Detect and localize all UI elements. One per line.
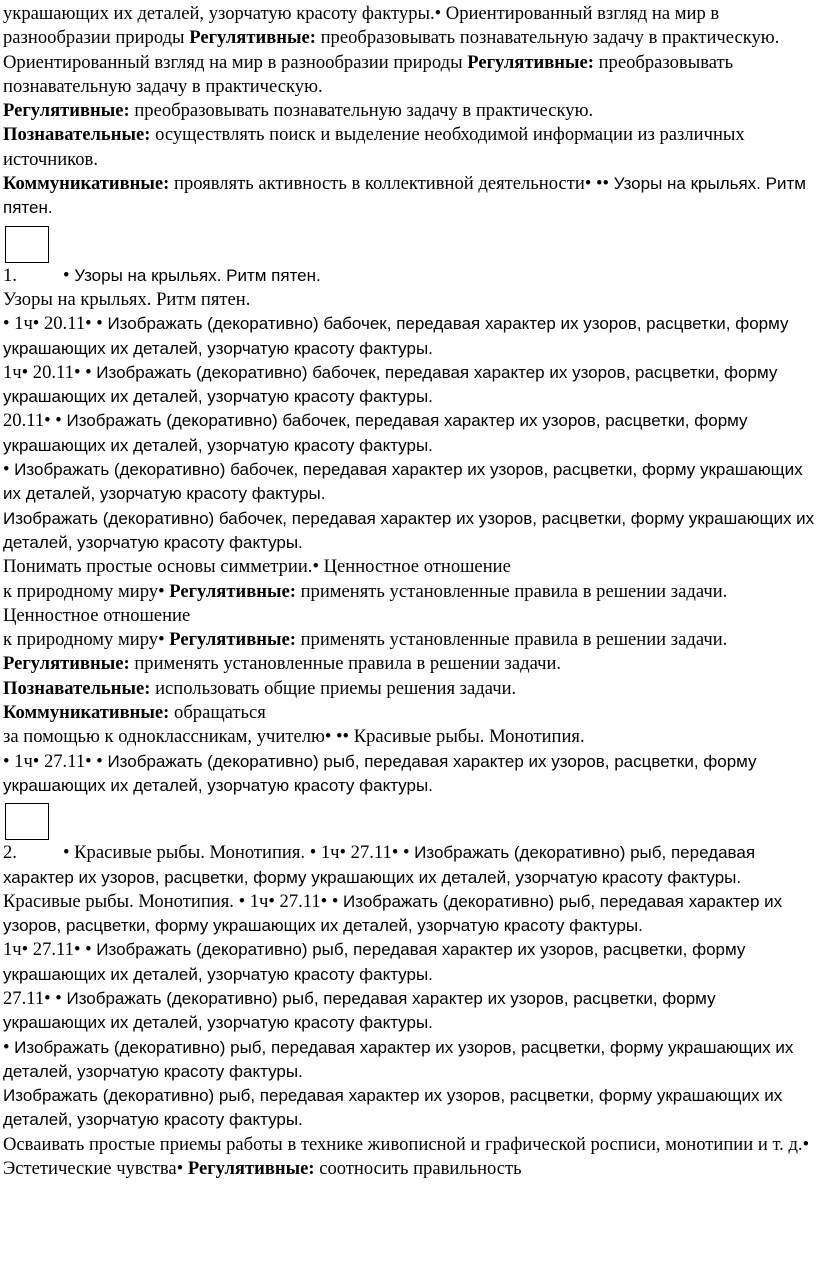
paragraph: Изображать (декоративно) рыб, передавая характер их узоров, расцветки, форму украшающих их деталей, узорчатую красоту фактуры.: [3, 1086, 783, 1130]
paragraph: Узоры на крыльях. Ритм пятен.: [3, 288, 251, 310]
bullet: •: [63, 264, 70, 286]
bold-label: Познавательные:: [3, 677, 151, 699]
paragraph: Изображать (декоративно) бабочек, передавая характер их узоров, расцветки, форму украшающих их деталей, узорчатую красоту фактуры.: [3, 508, 815, 552]
paragraph: Коммуникативные: проявлять активность в коллективной деятельности• •• Узоры на крыльях. Ритм пятен.: [3, 173, 806, 218]
bold-label: Коммуникативные:: [3, 173, 170, 195]
list-item: 1. • Узоры на крыльях. Ритм пятен.: [3, 264, 816, 288]
paragraph: • 1ч• 20.11• • Изображать (декоративно) бабочек, передавая характер их узоров, расцветки, форму украшающих их деталей, узорчатую красоту фактуры.: [3, 313, 789, 358]
paragraph: Осваивать простые приемы работы в технике живописной и графической росписи, монотипии и т. д.• Эстетические чувства• Регулятивные: соотносить правильность: [3, 1133, 810, 1180]
paragraph: Коммуникативные: обращаться: [3, 702, 266, 724]
paragraph: Ориентированный взгляд на мир в разнообразии природы Регулятивные: преобразовывать познавательную задачу в практическую.: [3, 51, 734, 97]
paragraph: украшающих их деталей, узорчатую красоту фактуры.• Ориентированный взгляд на мир в разнообразии природы Регулятивные: преобразовывать познавательную задачу в практическую.: [3, 3, 780, 49]
paragraph: • Изображать (декоративно) рыб, передавая характер их узоров, расцветки, форму украшающих их деталей, узорчатую красоту фактуры.: [3, 1036, 794, 1081]
paragraph: Ценностное отношение: [3, 604, 191, 626]
paragraph: 20.11• • Изображать (декоративно) бабочек, передавая характер их узоров, расцветки, форму украшающих их деталей, узорчатую красоту фактуры.: [3, 410, 748, 455]
paragraph: Познавательные: использовать общие приемы решения задачи.: [3, 677, 517, 699]
table-cell-box: [5, 226, 49, 263]
paragraph: Понимать простые основы симметрии.• Ценностное отношение: [3, 556, 511, 578]
list-number: 1.: [3, 264, 17, 286]
paragraph: к природному миру• Регулятивные: применять установленные правила в решении задачи.: [3, 580, 728, 602]
paragraph: за помощью к одноклассникам, учителю• •• Красивые рыбы. Монотипия.: [3, 726, 585, 748]
list-item: 2. • Красивые рыбы. Монотипия. • 1ч• 27.11• • Изображать (декоративно) рыб, передавая характер их узоров, расцветки, форму украшающих их деталей, узорчатую красоту фактуры.: [3, 842, 756, 887]
bold-label: Познавательные:: [3, 124, 151, 146]
paragraph: Регулятивные: преобразовывать познавательную задачу в практическую.: [3, 100, 594, 122]
paragraph: • 1ч• 27.11• • Изображать (декоративно) рыб, передавая характер их узоров, расцветки, форму украшающих их деталей, узорчатую красоту фактуры.: [3, 750, 757, 795]
list-number: 2.: [3, 842, 17, 864]
paragraph: Познавательные: осуществлять поиск и выделение необходимой информации из различных источников.: [3, 124, 745, 170]
bold-label: Регулятивные:: [3, 653, 130, 675]
bold-label: Регулятивные:: [184, 27, 316, 49]
bold-label: Регулятивные:: [187, 1158, 315, 1180]
bullets: • ••: [584, 173, 609, 195]
bold-label: Регулятивные:: [169, 629, 296, 651]
paragraph: 1ч• 27.11• • Изображать (декоративно) рыб, передавая характер их узоров, расцветки, форму украшающих их деталей, узорчатую красоту фактуры.: [3, 939, 746, 984]
bullet: •: [434, 3, 442, 24]
paragraph: 1ч• 20.11• • Изображать (декоративно) бабочек, передавая характер их узоров, расцветки, форму украшающих их деталей, узорчатую красоту фактуры.: [3, 361, 778, 407]
paragraph: к природному миру• Регулятивные: применять установленные правила в решении задачи.: [3, 629, 728, 651]
bold-label: Регулятивные:: [462, 51, 594, 73]
table-cell-box: [5, 803, 49, 840]
bold-label: Регулятивные:: [3, 100, 130, 122]
bold-label: Регулятивные:: [169, 580, 296, 602]
paragraph: Регулятивные: применять установленные правила в решении задачи.: [3, 653, 562, 675]
paragraph: Красивые рыбы. Монотипия. • 1ч• 27.11• • Изображать (декоративно) рыб, передавая характер их узоров, расцветки, форму украшающих их деталей, узорчатую красоту фактуры.: [3, 890, 783, 936]
paragraph: • Изображать (декоративно) бабочек, передавая характер их узоров, расцветки, форму украшающих их деталей, узорчатую красоту фактуры.: [3, 459, 803, 504]
bold-label: Коммуникативные:: [3, 702, 170, 724]
paragraph: 27.11• • Изображать (декоративно) рыб, передавая характер их узоров, расцветки, форму украшающих их деталей, узорчатую красоту фактуры.: [3, 987, 716, 1033]
